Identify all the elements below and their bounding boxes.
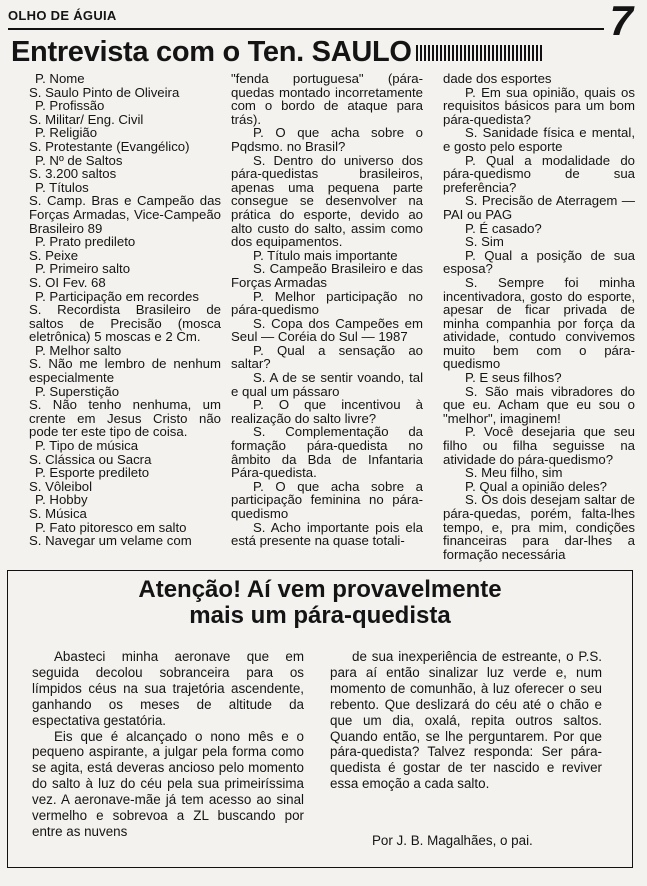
answer-line: S. 3.200 saltos — [29, 166, 117, 182]
interview-line: P. Você desejaria que seu filho ou filha seguisse na atividade do pára-quedismo? — [443, 424, 635, 467]
answer-line: S. Não me lembro de nenhum especialmente — [29, 356, 221, 386]
headline — [11, 37, 611, 67]
answer-line: S. Clássica ou Sacra — [29, 451, 152, 467]
interview-line: P. Prato predileto — [35, 234, 136, 250]
interview-line: P. Em sua opinião, quais os requisitos básicos para um bom pára-quedista? — [443, 84, 635, 127]
interview-line: P. Profissão — [35, 98, 105, 114]
box-paragraph: Eis que é alcançado o nono mês e o pequeno aspirante, a julgar pela forma como se agita, está deveras ancioso pelo momento do salto à luz do céu pela sua primeiríssima vez. A aeronave-mãe já tem acesso ao sinal vermelho e sobrevoa a ZL buscando por entre as nuvens — [32, 728, 304, 839]
interview-line: P. Qual a sensação ao saltar? — [231, 342, 423, 372]
interview-line: P. Nome — [35, 71, 85, 86]
headline-decoration — [416, 45, 544, 61]
interview-line: P. Qual a modalidade do pára-quedismo de sua preferência? — [443, 152, 635, 195]
headline-text: Entrevista com o Ten. SAULO — [11, 36, 412, 68]
page-number: 7 — [609, 0, 633, 44]
interview-line: S. Campeão Brasileiro e das Forças Armadas — [231, 261, 423, 290]
interview-line: P. Religião — [35, 125, 98, 141]
box-title-line-1: Atenção! Aí vem provavelmente — [138, 576, 502, 603]
box-title — [8, 577, 632, 629]
box-column-1 — [32, 649, 304, 840]
interview-line: S. Dentro do universo dos pára-quedistas brasileiros, apenas uma pequena parte consegue se desenvolver na prática do esporte, devido ao alto custo do salto, assim como dos equipamentos. — [231, 152, 423, 250]
interview-line: P. Primeiro salto — [35, 261, 131, 277]
interview-line: P. Títulos — [35, 179, 89, 195]
interview-line: S. A de se sentir voando, tal e qual um pássaro — [231, 370, 423, 399]
interview-line: P. Esporte predileto — [35, 465, 150, 481]
interview-line: P. Fato pitoresco em salto — [35, 519, 187, 535]
interview-line: P. Título mais importante — [253, 247, 398, 263]
answer-line: S. Não tenho nenhuma, um crente em Jesus Cristo não pode ter este tipo de coisa. — [29, 397, 221, 440]
answer-line: S. Protestante (Evangélico) — [29, 138, 190, 154]
interview-line: S. Precisão de Aterragem — PAI ou PAG — [443, 193, 635, 222]
interview-line: S. Copa dos Campeões em Seul — Coréia do Sul — 1987 — [231, 315, 423, 345]
interview-line: P. E seus filhos? — [465, 370, 562, 386]
article-signature: Por J. B. Magalhães, o pai. — [372, 833, 533, 848]
answer-line: S. Recordista Brasileiro de saltos de Precisão (mosca eletrônica) 5 moscas e 2 Cm. — [29, 302, 221, 345]
publication-name: OLHO DE ÁGUIA — [8, 8, 117, 23]
answer-line: S. OI Fev. 68 — [29, 274, 106, 290]
interview-column-2 — [231, 72, 423, 548]
interview-line: P. O que acha sobre o Pqdsmo. no Brasil? — [231, 125, 423, 154]
article-box — [7, 570, 633, 868]
box-title-line-2: mais um pára-quedista — [189, 602, 451, 629]
interview-line: P. Melhor salto — [35, 342, 122, 358]
interview-line: S. Sempre foi minha incentivadora, gosto do esporte, apesar de ficar privada de minha companhia por força da atividade, contudo convivemos muito bem com o pára-quedismo — [443, 274, 635, 372]
box-paragraph: Abasteci minha aeronave que em seguida decolou sobranceira para os límpidos céus na sua trajetória ascendente, ganhando os meses de altitude da espectativa gestatória. — [32, 649, 304, 728]
answer-line: S. Vôleibol — [29, 478, 93, 494]
interview-line: S. Meu filho, sim — [465, 465, 563, 481]
interview-line: S. Os dois desejam saltar de pára-quedas, porém, falta-lhes tempo, e, pra mim, condições financeiras para dar-lhes a formação necessária — [443, 492, 635, 562]
answer-line: S. Peixe — [29, 247, 79, 263]
interview-line: S. Complementação da formação pára-quedista no âmbito da Bda de Infantaria Pára-quedista. — [231, 424, 423, 481]
masthead-rule — [8, 28, 604, 30]
interview-line: S. Sim — [465, 234, 504, 250]
interview-line: P. O que incentivou à realização do salto livre? — [231, 397, 423, 426]
answer-line: "fenda portuguesa" (pára-quedas montado incorretamente com o bordo de ataque para trás). — [231, 71, 423, 127]
answer-line: S. Militar/ Eng. Civil — [29, 111, 144, 127]
answer-line: S. Saulo Pinto de Oliveira — [29, 84, 180, 100]
interview-line: S. Sanidade física e mental, e gosto pelo esporte — [443, 125, 635, 154]
box-column-2 — [330, 649, 602, 792]
box-paragraph: de sua inexperiência de estreante, o P.S. para aí então sinalizar luz verde e, num momento de comunhão, à luz oferecer o seu rebento. Que deslizará do céu até o chão e que um dia, oxalá, repita outros saltos. Quando então, se lhe perguntarem. Por que pára-quedista? Talvez responda: Ser pára-quedista é gostar de ter nascido e reviver essa emoção a cada salto. — [330, 649, 602, 792]
interview-line: P. Qual a opinião deles? — [465, 478, 607, 494]
interview-column-1 — [29, 72, 221, 548]
answer-line: dade dos esportes — [443, 71, 552, 86]
interview-line: P. Hobby — [35, 492, 88, 508]
interview-line: P. Tipo de música — [35, 438, 139, 454]
answer-line: S. Navegar um velame com — [29, 533, 192, 549]
interview-line: P. Qual a posição de sua esposa? — [443, 247, 635, 277]
interview-line: P. Superstição — [35, 383, 120, 399]
interview-line: P. Nº de Saltos — [35, 152, 123, 168]
masthead — [8, 6, 608, 32]
interview-line: P. O que acha sobre a participação feminina no pára-quedismo — [231, 478, 423, 521]
interview-line: P. Participação em recordes — [35, 288, 199, 304]
interview-line: S. São mais vibradores do que eu. Acham que eu sou o "melhor", imaginem! — [443, 383, 635, 426]
interview-line: P. É casado? — [465, 220, 542, 236]
interview-line: S. Acho importante pois ela está presente na quase totali- — [231, 519, 423, 549]
interview-column-3 — [443, 72, 635, 561]
interview-line: P. Melhor participação no pára-quedismo — [231, 288, 423, 318]
answer-line: S. Camp. Bras e Campeão das Forças Armadas, Vice-Campeão Brasileiro 89 — [29, 193, 221, 236]
answer-line: S. Música — [29, 506, 87, 521]
